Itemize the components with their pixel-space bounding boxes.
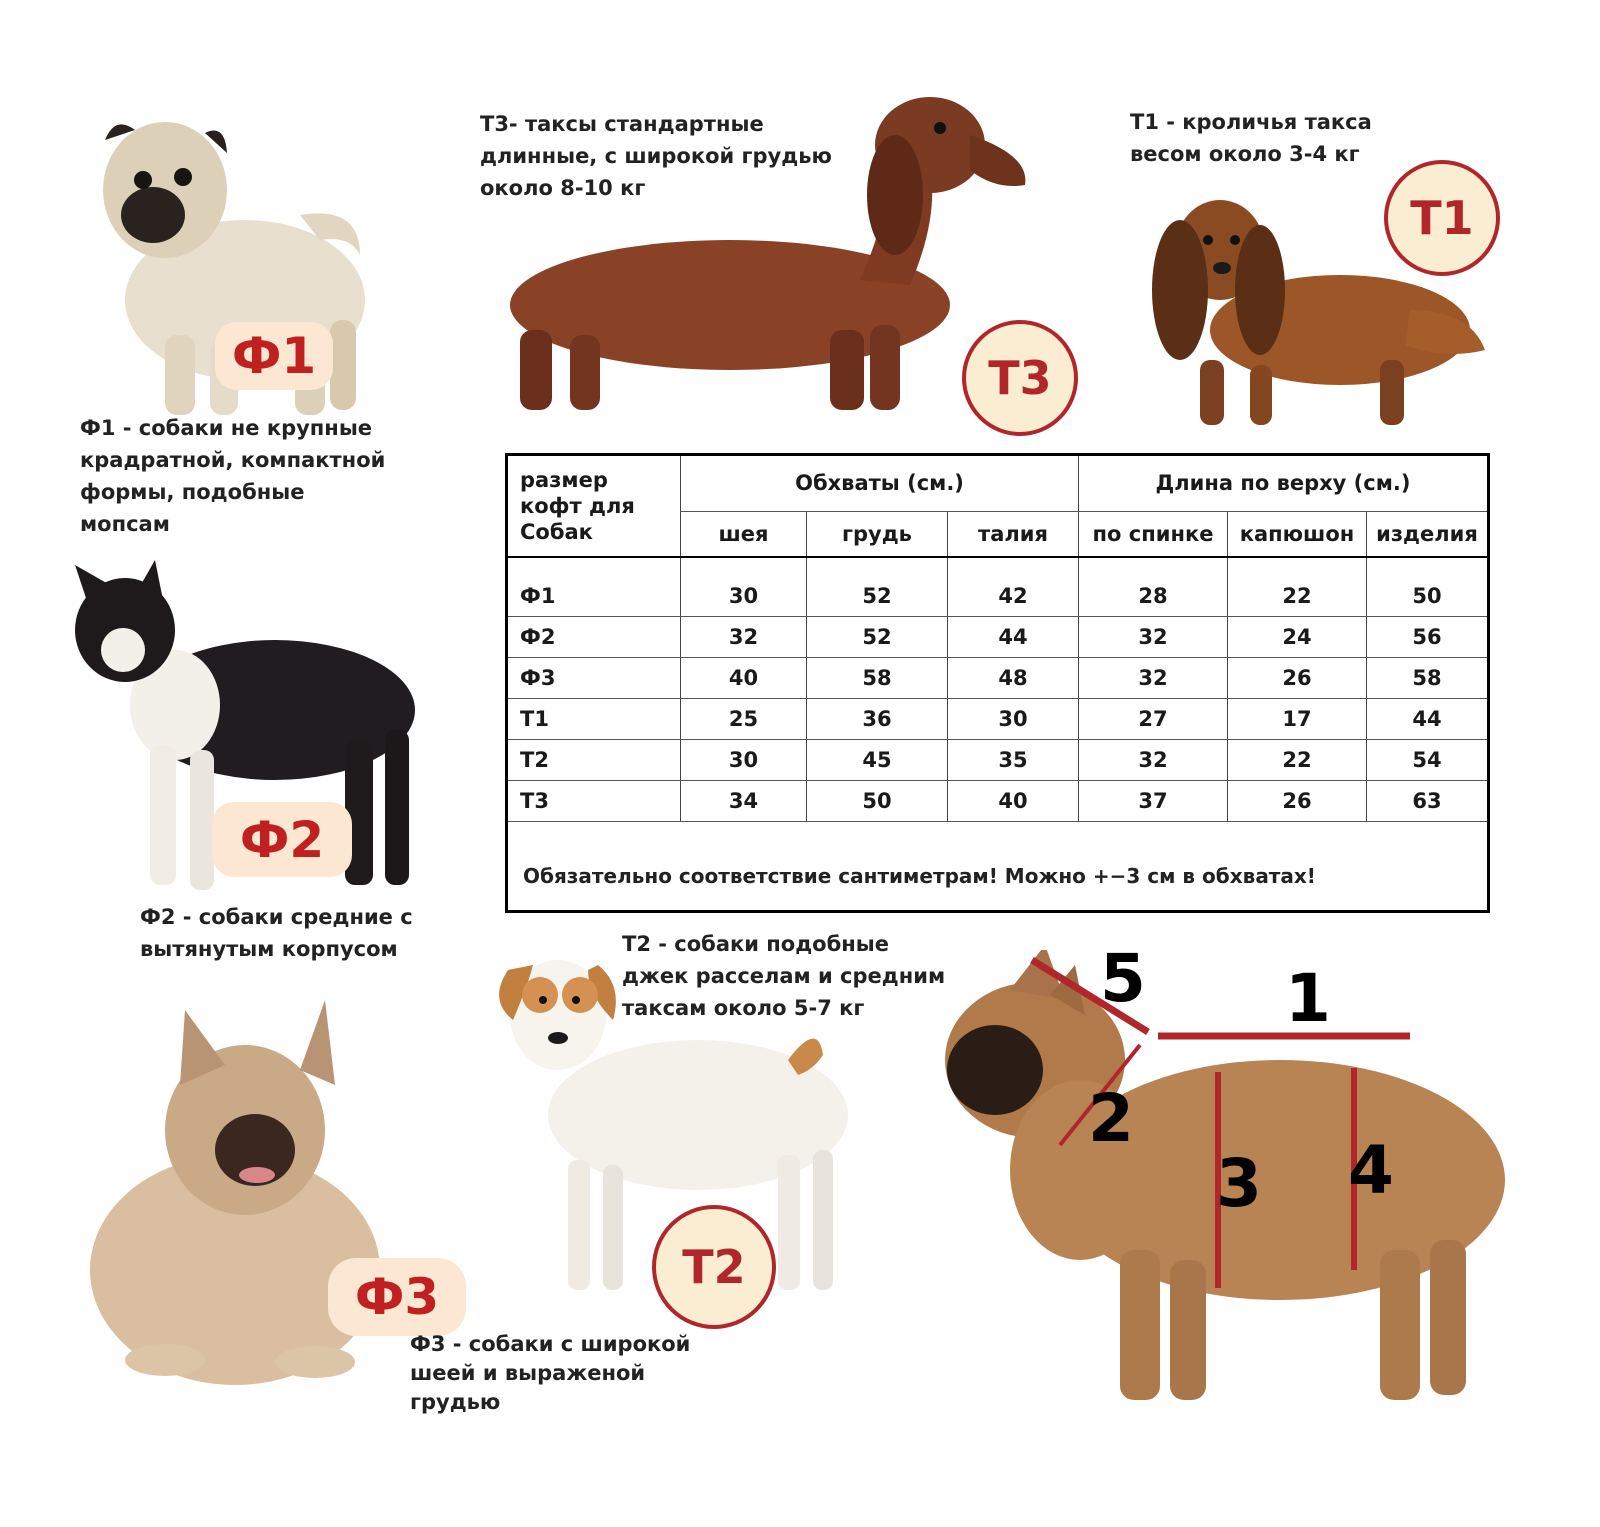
badge-t1: Т1: [1384, 160, 1500, 276]
table-cell: 40: [681, 658, 807, 699]
measure-label-1: 1: [1285, 960, 1331, 1037]
caption-line: длинные, с широкой грудью: [480, 144, 832, 168]
table-cell: 26: [1228, 781, 1367, 822]
table-row: [508, 699, 1487, 740]
caption-line: весом около 3-4 кг: [1130, 142, 1360, 166]
table-cell: 52: [807, 576, 948, 617]
caption-line: таксам около 5-7 кг: [622, 996, 865, 1020]
row-size: Ф2: [508, 617, 681, 658]
row-size: Ф1: [508, 576, 681, 617]
group-header-girths: Обхваты (см.): [681, 456, 1079, 511]
table-cell: 45: [807, 740, 948, 781]
row-size: Т1: [508, 699, 681, 740]
table-cell: 26: [1228, 658, 1367, 699]
col-header: талия: [948, 511, 1079, 557]
col-header: шея: [681, 511, 807, 557]
corner-line: кофт для: [520, 494, 635, 518]
caption-line: формы, подобные: [80, 480, 305, 504]
table-row: [508, 576, 1487, 617]
table-row: [508, 658, 1487, 699]
caption-line: около 8-10 кг: [480, 176, 646, 200]
table-cell: 56: [1367, 617, 1488, 658]
table-cell: 22: [1228, 576, 1367, 617]
badge-t2: Т2: [652, 1205, 776, 1329]
table-cell: 35: [948, 740, 1079, 781]
table-cell: 63: [1367, 781, 1488, 822]
table-cell: 32: [1079, 617, 1228, 658]
table-row: [508, 781, 1487, 822]
caption-line: Т3- таксы стандартные: [480, 112, 764, 136]
table-corner: [508, 456, 681, 557]
table-cell: 36: [807, 699, 948, 740]
caption-f3: [410, 1330, 690, 1417]
table-cell: 54: [1367, 740, 1488, 781]
badge-t3: Т3: [962, 320, 1078, 436]
measure-label-3: 3: [1216, 1145, 1262, 1222]
caption-line: вытянутым корпусом: [140, 937, 398, 961]
table-cell: 28: [1079, 576, 1228, 617]
table-cell: 50: [807, 781, 948, 822]
table-cell: 32: [1079, 658, 1228, 699]
table-note: Обязательно соответствие сантиметрам! Можно +−3 см в обхватах!: [523, 864, 1316, 888]
row-size: Т2: [508, 740, 681, 781]
group-header-lengths: Длина по верху (см.): [1079, 456, 1488, 511]
corner-line: размер: [520, 468, 608, 492]
table-cell: 44: [948, 617, 1079, 658]
table-cell: 32: [681, 617, 807, 658]
table-cell: 50: [1367, 576, 1488, 617]
caption-line: Т2 - собаки подобные: [622, 932, 889, 956]
caption-line: мопсам: [80, 512, 170, 536]
table-cell: 42: [948, 576, 1079, 617]
col-header: по спинке: [1079, 511, 1228, 557]
table-cell: 37: [1079, 781, 1228, 822]
table-cell: 22: [1228, 740, 1367, 781]
col-header: капюшон: [1228, 511, 1367, 557]
caption-line: Ф2 - собаки средние с: [140, 905, 413, 929]
table-cell: 48: [948, 658, 1079, 699]
badge-f3: Ф3: [328, 1258, 466, 1336]
caption-line: Ф3 - собаки с широкой: [410, 1332, 691, 1356]
table-cell: 30: [681, 576, 807, 617]
table-cell: 40: [948, 781, 1079, 822]
table-cell: 52: [807, 617, 948, 658]
table-cell: 17: [1228, 699, 1367, 740]
caption-t1: [1130, 106, 1372, 170]
col-header: грудь: [807, 511, 948, 557]
measure-label-5: 5: [1100, 940, 1146, 1017]
size-table: [505, 453, 1490, 913]
table-cell: 58: [807, 658, 948, 699]
table-cell: 44: [1367, 699, 1488, 740]
table-cell: 58: [1367, 658, 1488, 699]
table-cell: 27: [1079, 699, 1228, 740]
row-size: Т3: [508, 781, 681, 822]
col-header: изделия: [1367, 511, 1488, 557]
table-row: [508, 740, 1487, 781]
caption-f1: [80, 412, 385, 540]
caption-f2: [140, 901, 413, 965]
caption-line: шеей и выраженой: [410, 1361, 646, 1385]
caption-line: крадратной, компактной: [80, 448, 386, 472]
caption-line: Т1 - кроличья такса: [1130, 110, 1372, 134]
badge-f2: Ф2: [212, 802, 352, 877]
table-cell: 30: [681, 740, 807, 781]
caption-line: джек расселам и средним: [622, 964, 946, 988]
caption-line: грудью: [410, 1390, 501, 1414]
measure-label-4: 4: [1348, 1132, 1394, 1209]
corner-line: Собак: [520, 520, 593, 544]
measure-label-2: 2: [1088, 1080, 1134, 1157]
table-cell: 32: [1079, 740, 1228, 781]
table-cell: 34: [681, 781, 807, 822]
table-cell: 25: [681, 699, 807, 740]
table-cell: 30: [948, 699, 1079, 740]
table-cell: 24: [1228, 617, 1367, 658]
row-size: Ф3: [508, 658, 681, 699]
badge-f1: Ф1: [215, 322, 333, 390]
caption-line: Ф1 - собаки не крупные: [80, 416, 373, 440]
table-row: [508, 617, 1487, 658]
